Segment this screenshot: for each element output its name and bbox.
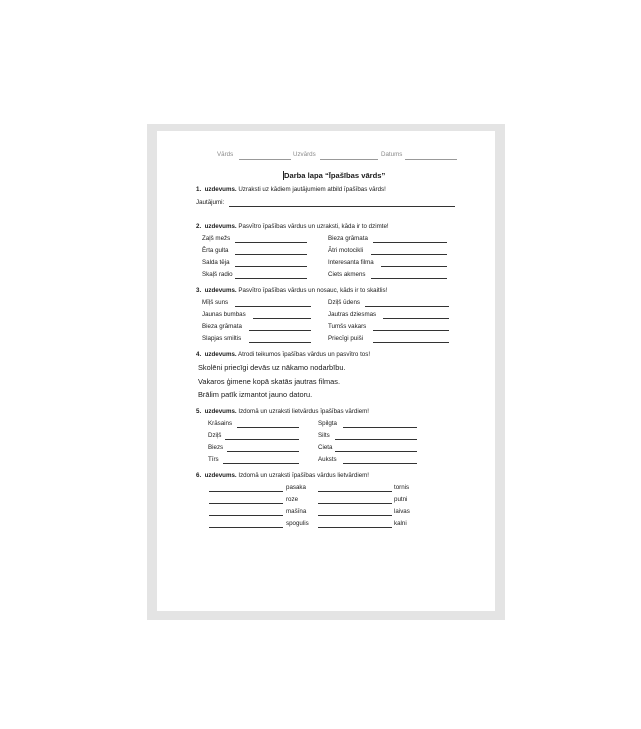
task5-right-line[interactable] — [335, 451, 417, 452]
page-title: Darba lapa “Īpašības vārds” — [284, 171, 386, 180]
task2-right-line[interactable] — [381, 266, 447, 267]
surname-blank[interactable] — [320, 159, 378, 160]
task3-right-item: Jautras dziesmas — [328, 311, 377, 318]
task1-answer-label: Jautājumi: — [196, 199, 225, 206]
task4-sentence: Brālim patīk izmantot jauno datoru. — [198, 390, 313, 399]
worksheet-page — [157, 131, 495, 611]
task2-right-line[interactable] — [371, 254, 447, 255]
task3-left-line[interactable] — [249, 330, 311, 331]
task3-left-item: Jaunas bumbas — [202, 311, 246, 318]
task6-right-item: laivas — [394, 508, 410, 515]
task3-right-item: Dziļš ūdens — [328, 299, 360, 306]
task2-right-item: Interesanta filma — [328, 259, 374, 266]
task5-right-line[interactable] — [335, 439, 417, 440]
task5-right-line[interactable] — [343, 427, 417, 428]
task6-instruction: 6. uzdevums. Izdomā un uzraksti īpašības vārdus lietvārdiem! — [196, 472, 370, 479]
task5-left-item: Krāsains — [208, 420, 233, 427]
task5-left-line[interactable] — [223, 463, 299, 464]
task3-right-line[interactable] — [383, 318, 449, 319]
task6-right-item: tornis — [394, 484, 410, 491]
name-blank[interactable] — [239, 159, 291, 160]
task3-right-line[interactable] — [373, 330, 449, 331]
task2-left-line[interactable] — [235, 278, 307, 279]
task3-instruction: 3. uzdevums. Pasvītro īpašības vārdus un nosauc, kāds ir to skaitlis! — [196, 287, 388, 294]
date-label: Datums — [381, 151, 403, 158]
task3-left-line[interactable] — [235, 306, 311, 307]
task6-right-item: putni — [394, 496, 408, 503]
task2-left-line[interactable] — [235, 266, 307, 267]
task3-left-item: Mīļš suns — [202, 299, 229, 306]
task2-instruction: 2. uzdevums. Pasvītro īpašības vārdus un uzraksti, kāda ir to dzimte! — [196, 223, 389, 230]
task2-right-item: Ātri motocikli — [328, 247, 364, 254]
task3-left-line[interactable] — [249, 342, 311, 343]
task2-right-line[interactable] — [373, 242, 447, 243]
task5-right-item: Spilgta — [318, 420, 337, 427]
task6-left-item: pasaka — [286, 484, 306, 491]
task5-right-item: Cieta — [318, 444, 333, 451]
task3-right-line[interactable] — [365, 306, 449, 307]
task6-right-line[interactable] — [318, 491, 392, 492]
task3-left-item: Slapjas smiltis — [202, 335, 242, 342]
task2-left-item: Salda tēja — [202, 259, 230, 266]
task6-left-line[interactable] — [209, 491, 283, 492]
task4-sentence: Vakaros ģimene kopā skatās jautras filmas. — [198, 377, 340, 386]
task2-left-line[interactable] — [235, 254, 307, 255]
task4-instruction: 4. uzdevums. Atrodi teikumos īpašības vārdus un pasvītro tos! — [196, 351, 371, 358]
task4-sentence: Skolēni priecīgi devās uz nākamo nodarbību. — [198, 363, 346, 372]
task6-left-item: mašīna — [286, 508, 307, 515]
date-blank[interactable] — [405, 159, 457, 160]
task2-left-item: Zaļš mežs — [202, 235, 231, 242]
task5-left-item: Dziļš — [208, 432, 222, 439]
task5-left-line[interactable] — [237, 427, 299, 428]
name-label: Vārds — [217, 151, 234, 158]
task2-left-item: Ērta gulta — [202, 247, 229, 254]
task3-right-item: Tumšs vakars — [328, 323, 367, 330]
task2-left-line[interactable] — [235, 242, 307, 243]
task6-left-line[interactable] — [209, 527, 283, 528]
task5-instruction: 5. uzdevums. Izdomā un uzraksti lietvārdus īpašības vārdiem! — [196, 408, 370, 415]
task3-right-item: Priecīgi puiši — [328, 335, 364, 342]
task2-right-line[interactable] — [371, 278, 447, 279]
task6-left-line[interactable] — [209, 515, 283, 516]
task5-left-item: Biezs — [208, 444, 224, 451]
task5-left-item: Tīrs — [208, 456, 219, 463]
task2-left-item: Skaļš radio — [202, 271, 233, 278]
task5-right-line[interactable] — [343, 463, 417, 464]
task6-left-line[interactable] — [209, 503, 283, 504]
task5-right-item: Auksts — [318, 456, 337, 463]
task6-right-line[interactable] — [318, 503, 392, 504]
task2-right-item: Bieza grāmata — [328, 235, 368, 242]
task1-answer-line[interactable] — [229, 206, 455, 207]
task6-right-line[interactable] — [318, 527, 392, 528]
task6-left-item: spogulis — [286, 520, 309, 527]
task6-left-item: roze — [286, 496, 299, 503]
task5-left-line[interactable] — [227, 451, 299, 452]
task6-right-line[interactable] — [318, 515, 392, 516]
task3-left-line[interactable] — [253, 318, 311, 319]
task2-right-item: Ciets akmens — [328, 271, 366, 278]
surname-label: Uzvārds — [293, 151, 316, 158]
task5-left-line[interactable] — [225, 439, 299, 440]
task5-right-item: Silts — [318, 432, 330, 439]
task1-instruction: 1. uzdevums. Uzraksti uz kādiem jautājumiem atbild īpašības vārds! — [196, 186, 386, 193]
task3-right-line[interactable] — [373, 342, 449, 343]
task3-left-item: Bieza grāmata — [202, 323, 242, 330]
task6-right-item: kalni — [394, 520, 407, 527]
